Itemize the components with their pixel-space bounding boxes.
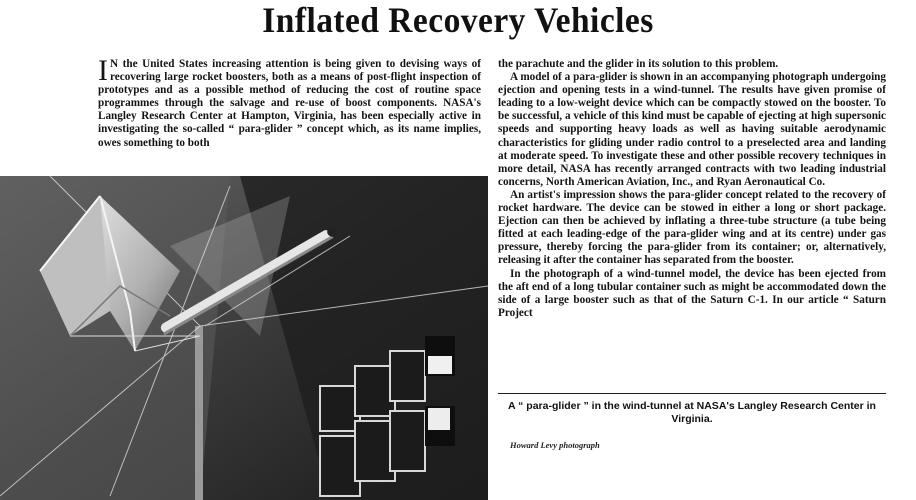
- article-title: Inflated Recovery Vehicles: [262, 0, 654, 40]
- right-paragraph-3: An artist's impression shows the para-glider concept related to the recovery of rocket hardware. The device can be stowed in either a long or short package. Ejection can then be achieved by inflating a three-tube structure (a tube being fitted at each leading-edge of the para-glider wing and at its centre) under gas pressure, thereby forcing the para-glider from its container; or, alternatively, releasing it after the container has separated from the booster.: [498, 188, 886, 267]
- right-column: [498, 58, 886, 320]
- para-glider-photo-illustration: [0, 176, 488, 500]
- right-paragraph-1: the parachute and the glider in its solution to this problem.: [498, 58, 779, 70]
- wind-tunnel-photo: [0, 176, 488, 500]
- right-paragraph-4: In the photograph of a wind-tunnel model, the device has been ejected from the aft end of a long tubular container such as might be accommodated down the side of a large booster such as that of the Saturn C-1. In our article “ Saturn Project: [498, 267, 886, 319]
- left-paragraph: N the United States increasing attention is being given to devising ways of recovering large rocket boosters, both as a means of post-flight inspection of prototypes and as a possible method of reducing the cost of routine space programmes through the salvage and re-use of boost components. NASA's Langley Research Center at Hampton, Virginia, has been especially active in investigating the so-called “ para-glider ” concept which, as its name implies, owes something to both: [98, 58, 481, 149]
- right-paragraph-2: A model of a para-glider is shown in an accompanying photograph undergoing ejection and opening tests in a wind-tunnel. The results have given promise of leading to a low-weight device which can be compactly stowed on the booster. To be successful, a vehicle of this kind must be capable of ejecting at high supersonic speeds and supporting heavy loads as well as having suitable aerodynamic characteristics for gliding under radio control to a preselected area and landing at moderate speed. To investigate these and other possible recovery techniques in more detail, NASA has recently arranged contracts with two leading industrial concerns, North American Aviation, Inc., and Ryan Aeronautical Co.: [498, 71, 886, 188]
- photo-credit: Howard Levy photograph: [510, 440, 600, 450]
- photo-caption: A “ para-glider ” in the wind-tunnel at NASA's Langley Research Center in Virginia.: [498, 393, 886, 426]
- drop-cap: I: [98, 54, 108, 87]
- left-column: [98, 54, 481, 150]
